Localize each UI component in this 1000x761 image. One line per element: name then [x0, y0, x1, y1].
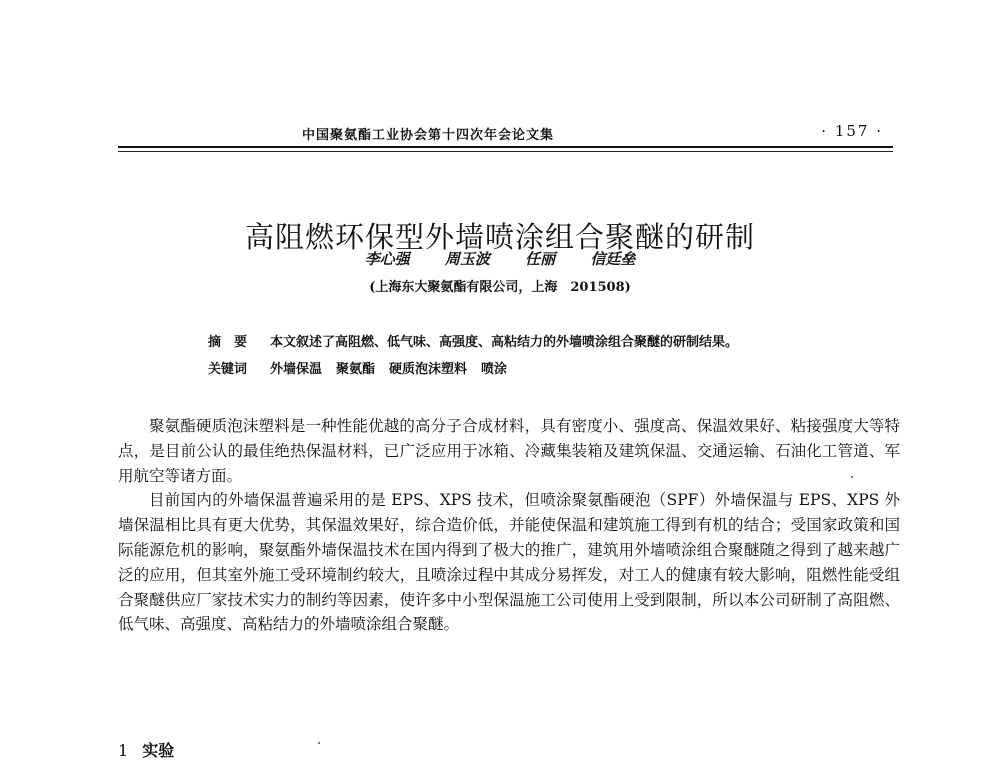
abstract-block [208, 329, 908, 383]
page-number: · 157 · [821, 122, 883, 140]
header-rule-thin [118, 151, 893, 152]
journal-name: 中国聚氨酯工业协会第十四次年会论文集 [301, 128, 554, 143]
author-name: 任丽 [525, 250, 556, 268]
author-name: 周玉波 [444, 250, 490, 268]
section-heading [118, 738, 174, 761]
body-text [118, 414, 900, 637]
header-rule-thick [118, 146, 893, 148]
body-paragraph: 目前国内的外墙保温普遍采用的是 EPS、XPS 技术，但喷涂聚氨酯硬泡（SPF）外墙保温与 EPS、XPS 外墙保温相比具有更大优势，其保温效果好，综合造价低，并能使保温和建筑施工得到有机的结合；受国家政策和国际能源危机的影响，聚氨酯外墙保温技术在国内得到了极大的推广，建筑用外墙喷涂组合聚醚随之得到了越来越广泛的应用，但其室外施工受环境制约较大，且喷涂过程中其成分易挥发，对工人的健康有较大影响，阻燃性能受组合聚醚供应厂家技术实力的制约等因素，使许多中小型保温施工公司使用上受到限制，所以本公司研制了高阻燃、低气味、高强度、高粘结力的外墙喷涂组合聚醚。 [118, 491, 900, 634]
running-header [118, 120, 893, 144]
keyword: 硬质泡沫塑料 [389, 362, 468, 377]
section-title: 实验 [142, 741, 175, 760]
keywords-label: 关键词 [208, 362, 248, 377]
body-paragraph: 聚氨酯硬质泡沫塑料是一种性能优越的高分子合成材料，具有密度小、强度高、保温效果好、粘接强度大等特点，是目前公认的最佳绝热保温材料，已广泛应用于冰箱、冷藏集装箱及建筑保温、交通运输、石油化工管道、军用航空等诸方面。 [118, 417, 900, 485]
section-number: 1 [118, 741, 129, 760]
author-name: 李心强 [364, 250, 410, 268]
author-name: 信廷垒 [590, 250, 636, 268]
keyword: 喷涂 [481, 362, 508, 377]
abstract-label: 摘 要 [208, 335, 248, 350]
affiliation: (上海东大聚氨酯有限公司，上海 201508) [369, 280, 631, 295]
keywords [208, 356, 908, 383]
scan-speck [318, 742, 320, 744]
scan-speck [851, 476, 853, 478]
author-list [0, 248, 1000, 269]
keyword: 外墙保温 [270, 362, 323, 377]
abstract-text: 本文叙述了高阻燃、低气味、高强度、高粘结力的外墙喷涂组合聚醚的研制结果。 [270, 335, 739, 350]
keyword: 聚氨酯 [336, 362, 376, 377]
abstract [208, 329, 908, 356]
paper-title: 高阻燃环保型外墙喷涂组合聚醚的研制 [244, 220, 755, 255]
